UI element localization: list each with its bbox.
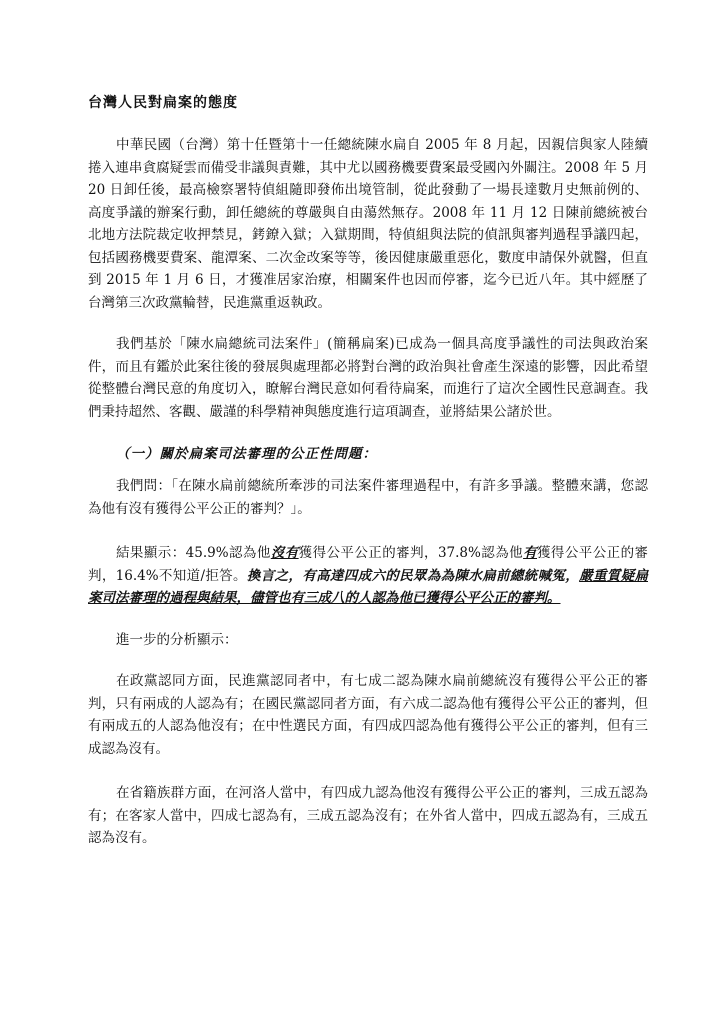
ethnic-analysis-paragraph: 在省籍族群方面，在河洛人當中，有四成九認為他沒有獲得公平公正的審判，三成五認為有；在客家人當中，四成七認為有，三成五認為沒有；在外省人當中，四成五認為有，三成五認為沒有。: [88, 785, 648, 846]
party-analysis-paragraph: 在政黨認同方面，民進黨認同者中，有七成二認為陳水扁前總統沒有獲得公平公正的審判，只有兩成的人認為有；在國民黨認同者方面，有六成二認為他有獲得公平公正的審判，但有兩成五的人認為他沒有；在中性選民方面，有四成四認為他有獲得公平公正的審判，但有三成認為沒有。: [88, 673, 648, 757]
result-lead: 結果顯示：45.9%認為他: [116, 545, 271, 561]
intro-paragraph-2: 我們基於「陳水扁總統司法案件」(簡稱扁案)已成為一個具高度爭議性的司法與政治案件，而且有鑑於此案往後的發展與處理都必將對台灣的政治與社會產生深遠的影響，因此希望從整體台灣民意的角度切入，瞭解台灣民意如何看待扁案，而進行了這次全國性民意調查。我們秉持超然、客觀、嚴謹的科學精神與態度進行這項調查，並將結果公諸於世。: [88, 336, 648, 420]
result-neg-word: 沒有: [270, 545, 299, 561]
result-bold-conclusion: 嚴重質疑扁案司法審理的過程與結果，儘管也有三成八的人認為他已獲得公平公正的審判。: [88, 567, 648, 606]
document-title: 台灣人民對扁案的態度: [88, 95, 238, 111]
result-italic-lead: 換言之，有高達四成六的民眾為為陳水扁前總統喊冤，: [246, 567, 580, 584]
document-page: [88, 92, 648, 850]
survey-result: [88, 542, 648, 610]
survey-question: 我們問：「在陳水扁前總統所牽涉的司法案件審理過程中，有許多爭議。整體來講，您認為他有沒有獲得公平公正的審判？」。: [88, 478, 648, 517]
intro-paragraph-1: 中華民國（台灣）第十任暨第十一任總統陳水扁自 2005 年 8 月起，因親信與家人陸續捲入連串貪腐疑雲而備受非議與責難，其中尤以國務機要費案最受國內外關注。2008 年 5 月 20 日卸任後，最高檢察署特偵組隨即發佈出境管制，從此發動了一場長達數月史無前例的、高度爭議的辦案行動，卸任總統的尊嚴與自由蕩然無存。2008 年 11 月 12 日陳前總統被台北地方法院裁定收押禁見，銬鐐入獄；入獄期間，特偵組與法院的偵訊與審判過程爭議四起，包括國務機要費案、龍潭案、二次金改案等等，後因健康嚴重惡化，數度申請保外就醫，但直到 2015 年 1 月 6 日，才獲准居家治療，相關案件也因而停審，迄今已近八年。其中經歷了台灣第三次政黨輪替，民進黨重返執政。: [88, 137, 648, 311]
further-analysis-label: 進一步的分析顯示：: [116, 631, 238, 648]
result-pos-word: 有: [523, 545, 537, 561]
result-mid: 獲得公平公正的審判，37.8%認為他: [298, 545, 524, 561]
result-tail: 獲得公平公正的審判，16.4%不知道/拒答。: [88, 545, 649, 584]
section-heading: （一）關於扁案司法審理的公正性問題：: [116, 446, 377, 462]
